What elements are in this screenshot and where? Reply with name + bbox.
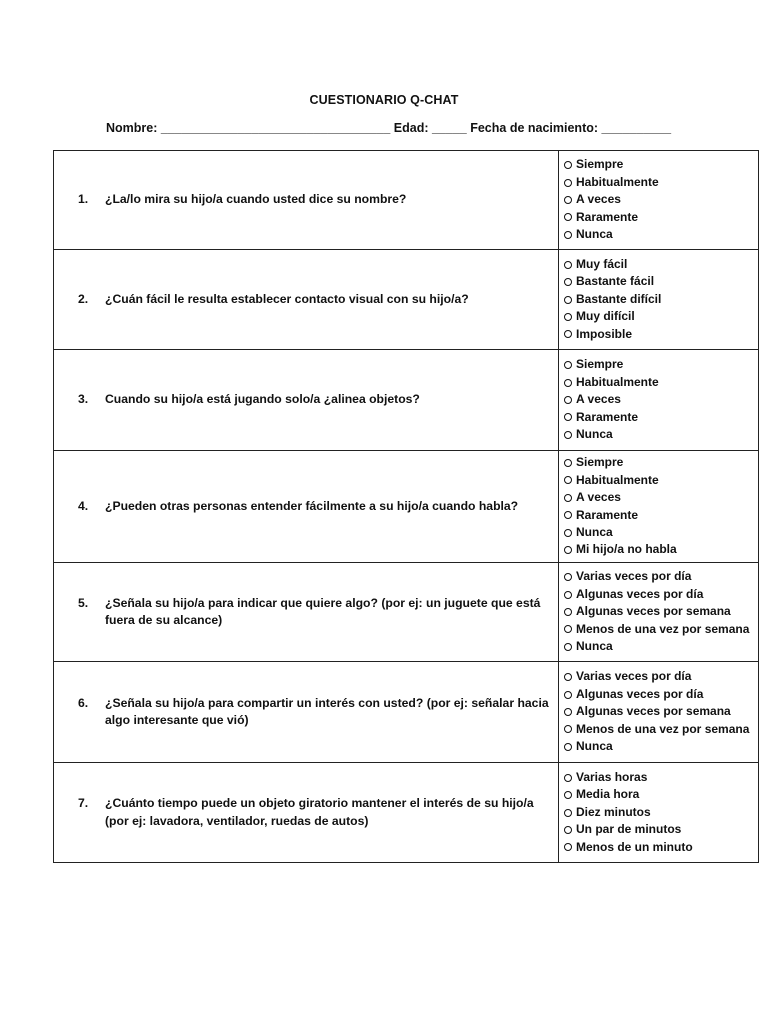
question: [78, 498, 550, 516]
answer-option-label: Nunca: [576, 739, 613, 754]
answer-option-label: Raramente: [576, 209, 639, 224]
radio-circle-icon[interactable]: [564, 725, 572, 733]
answer-option-label: Un par de minutos: [576, 822, 682, 837]
radio-circle-icon[interactable]: [564, 313, 572, 321]
answer-option-label: Menos de una vez por semana: [576, 621, 750, 636]
options-cell: [559, 451, 759, 563]
answer-option[interactable]: [564, 524, 758, 541]
radio-circle-icon[interactable]: [564, 691, 572, 699]
answer-option-label: Imposible: [576, 326, 633, 341]
answer-option-label: Siempre: [576, 157, 624, 172]
answer-option[interactable]: [564, 356, 758, 373]
radio-circle-icon[interactable]: [564, 511, 572, 519]
fecha-nacimiento-label: Fecha de nacimiento:: [470, 121, 599, 135]
radio-circle-icon[interactable]: [564, 459, 572, 467]
answer-option-label: A veces: [576, 490, 621, 505]
answer-option[interactable]: [564, 821, 758, 838]
question-number: 3.: [78, 392, 89, 407]
fecha-nacimiento-field[interactable]: __________: [598, 121, 672, 135]
question-cell: [54, 151, 559, 250]
answer-option[interactable]: [564, 374, 758, 391]
radio-circle-icon[interactable]: [564, 743, 572, 751]
answer-option-label: Habitualmente: [576, 174, 659, 189]
question-cell: [54, 763, 559, 863]
radio-circle-icon[interactable]: [564, 494, 572, 502]
question-text: ¿La/lo mira su hijo/a cuando usted dice su nombre?: [105, 192, 407, 207]
edad-label: Edad:: [393, 121, 429, 135]
radio-circle-icon[interactable]: [564, 179, 572, 187]
answer-option-label: Nunca: [576, 639, 613, 654]
answer-option-label: Menos de una vez por semana: [576, 721, 750, 736]
radio-circle-icon[interactable]: [564, 625, 572, 633]
answer-options: [564, 568, 758, 655]
answer-option-label: Siempre: [576, 357, 624, 372]
answer-option[interactable]: [564, 586, 758, 603]
radio-circle-icon[interactable]: [564, 791, 572, 799]
answer-option[interactable]: [564, 804, 758, 821]
radio-circle-icon[interactable]: [564, 673, 572, 681]
options-cell: [559, 250, 759, 350]
radio-circle-icon[interactable]: [564, 708, 572, 716]
radio-circle-icon[interactable]: [564, 413, 572, 421]
answer-option-label: Raramente: [576, 409, 639, 424]
answer-option[interactable]: [564, 409, 758, 426]
answer-option[interactable]: [564, 273, 758, 290]
answer-option-label: Habitualmente: [576, 472, 659, 487]
question-number: 1.: [78, 192, 89, 207]
answer-option[interactable]: [564, 291, 758, 308]
answer-option[interactable]: [564, 391, 758, 408]
answer-option[interactable]: [564, 738, 758, 755]
question-cell: [54, 451, 559, 563]
radio-circle-icon[interactable]: [564, 431, 572, 439]
answer-option-label: Bastante difícil: [576, 291, 662, 306]
answer-option[interactable]: [564, 454, 758, 471]
answer-option[interactable]: [564, 507, 758, 524]
nombre-field[interactable]: _________________________________: [157, 121, 394, 135]
answer-option[interactable]: [564, 621, 758, 638]
answer-options: [564, 454, 758, 558]
answer-options: [564, 256, 758, 343]
answer-option[interactable]: [564, 209, 758, 226]
radio-circle-icon[interactable]: [564, 826, 572, 834]
question-row: [54, 151, 759, 250]
question: [78, 191, 550, 209]
answer-options: [564, 769, 758, 856]
options-cell: [559, 662, 759, 763]
radio-circle-icon[interactable]: [564, 196, 572, 204]
question-row: [54, 563, 759, 662]
answer-option-label: Algunas veces por semana: [576, 604, 731, 619]
options-cell: [559, 350, 759, 451]
edad-field[interactable]: _____: [428, 121, 471, 135]
radio-circle-icon[interactable]: [564, 643, 572, 651]
answer-option[interactable]: [564, 839, 758, 856]
answer-option[interactable]: [564, 638, 758, 655]
question-cell: [54, 250, 559, 350]
radio-circle-icon[interactable]: [564, 591, 572, 599]
answer-option[interactable]: [564, 326, 758, 343]
answer-option-label: Muy fácil: [576, 256, 628, 271]
answer-option[interactable]: [564, 308, 758, 325]
radio-circle-icon[interactable]: [564, 573, 572, 581]
question-cell: [54, 662, 559, 763]
answer-option[interactable]: [564, 226, 758, 243]
radio-circle-icon[interactable]: [564, 396, 572, 404]
question: [78, 595, 550, 630]
answer-option-label: Algunas veces por día: [576, 686, 704, 701]
answer-option[interactable]: [564, 174, 758, 191]
answer-option-label: Media hora: [576, 787, 640, 802]
answer-option[interactable]: [564, 686, 758, 703]
answer-option[interactable]: [564, 769, 758, 786]
radio-circle-icon[interactable]: [564, 608, 572, 616]
question-text: ¿Señala su hijo/a para indicar que quiere algo? (por ej: un juguete que está fuera de su alcance): [105, 595, 541, 627]
answer-option-label: Algunas veces por semana: [576, 704, 731, 719]
question-number: 6.: [78, 695, 89, 710]
answer-option-label: Habitualmente: [576, 374, 659, 389]
answer-option-label: Mi hijo/a no habla: [576, 542, 677, 557]
radio-circle-icon[interactable]: [564, 213, 572, 221]
question: [78, 291, 550, 309]
respondent-info-line: [106, 121, 706, 135]
radio-circle-icon[interactable]: [564, 296, 572, 304]
answer-option[interactable]: [564, 541, 758, 558]
answer-option-label: Varias veces por día: [576, 669, 692, 684]
radio-circle-icon[interactable]: [564, 546, 572, 554]
question-number: 5.: [78, 595, 89, 610]
radio-circle-icon[interactable]: [564, 529, 572, 537]
answer-option-label: Raramente: [576, 507, 639, 522]
answer-option-label: Muy difícil: [576, 309, 635, 324]
answer-option[interactable]: [564, 472, 758, 489]
question-text: ¿Señala su hijo/a para compartir un interés con usted? (por ej: señalar hacia algo interesante que vió): [105, 695, 549, 727]
question-text: ¿Pueden otras personas entender fácilmente a su hijo/a cuando habla?: [105, 498, 519, 513]
radio-circle-icon[interactable]: [564, 361, 572, 369]
options-cell: [559, 151, 759, 250]
question-text: Cuando su hijo/a está jugando solo/a ¿alinea objetos?: [105, 392, 420, 407]
question-text: ¿Cuánto tiempo puede un objeto giratorio mantener el interés de su hijo/a (por ej: lavadora, ventilador, ruedas de autos): [105, 796, 534, 828]
question-number: 2.: [78, 291, 89, 306]
answer-option-label: Siempre: [576, 455, 624, 470]
question-row: [54, 350, 759, 451]
answer-option-label: Diez minutos: [576, 804, 651, 819]
answer-option[interactable]: [564, 703, 758, 720]
answer-options: [564, 668, 758, 755]
radio-circle-icon[interactable]: [564, 379, 572, 387]
answer-option-label: Menos de un minuto: [576, 839, 693, 854]
questionnaire-table: [53, 150, 759, 863]
question-row: [54, 662, 759, 763]
radio-circle-icon[interactable]: [564, 843, 572, 851]
answer-option[interactable]: [564, 426, 758, 443]
answer-option-label: Varias veces por día: [576, 569, 692, 584]
question-number: 4.: [78, 498, 89, 513]
radio-circle-icon[interactable]: [564, 330, 572, 338]
options-cell: [559, 763, 759, 863]
answer-option[interactable]: [564, 256, 758, 273]
radio-circle-icon[interactable]: [564, 261, 572, 269]
answer-option-label: Varias horas: [576, 769, 648, 784]
answer-option[interactable]: [564, 668, 758, 685]
answer-option[interactable]: [564, 156, 758, 173]
answer-option[interactable]: [564, 721, 758, 738]
question-number: 7.: [78, 796, 89, 810]
radio-circle-icon[interactable]: [564, 774, 572, 782]
radio-circle-icon[interactable]: [564, 161, 572, 169]
document-title: CUESTIONARIO Q-CHAT: [309, 93, 459, 107]
radio-circle-icon[interactable]: [564, 278, 572, 286]
question-row: [54, 763, 759, 863]
answer-option[interactable]: [564, 191, 758, 208]
answer-option-label: Nunca: [576, 427, 613, 442]
answer-option[interactable]: [564, 603, 758, 620]
answer-option-label: Nunca: [576, 524, 613, 539]
answer-options: [564, 156, 758, 243]
answer-option[interactable]: [564, 489, 758, 506]
question-text: ¿Cuán fácil le resulta establecer contacto visual con su hijo/a?: [105, 291, 469, 306]
radio-circle-icon[interactable]: [564, 809, 572, 817]
answer-option-label: Algunas veces por día: [576, 586, 704, 601]
question: [78, 695, 550, 730]
answer-option-label: Nunca: [576, 227, 613, 242]
question-cell: [54, 350, 559, 451]
answer-option[interactable]: [564, 786, 758, 803]
question-row: [54, 250, 759, 350]
radio-circle-icon[interactable]: [564, 231, 572, 239]
question: [78, 391, 550, 409]
nombre-label: Nombre:: [106, 121, 158, 135]
options-cell: [559, 563, 759, 662]
question-cell: [54, 563, 559, 662]
answer-option-label: A veces: [576, 192, 621, 207]
answer-option-label: A veces: [576, 392, 621, 407]
answer-option-label: Bastante fácil: [576, 274, 655, 289]
answer-options: [564, 356, 758, 443]
answer-option[interactable]: [564, 568, 758, 585]
question: [78, 795, 550, 830]
radio-circle-icon[interactable]: [564, 476, 572, 484]
question-row: [54, 451, 759, 563]
